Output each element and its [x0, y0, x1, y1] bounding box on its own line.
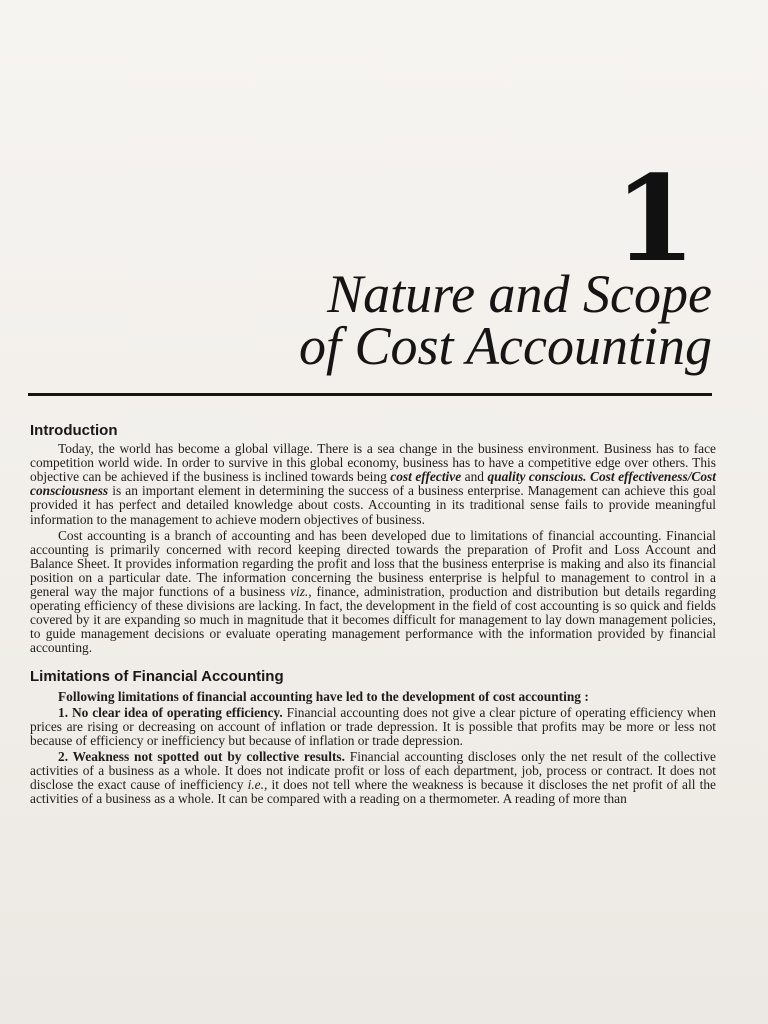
limitation-item-2-text-cont: it does not tell where the weakness is because it discloses the net profit of all the activities of a business as a whole. It can be compared with a reading on a thermometer. A reading of more than	[30, 777, 716, 807]
text-run: Cost accounting is a branch of accounting and has been developed due to limitations of financial accounting. Financial accounting is primarily concerned with record keeping directed towards the preparation of Profit and Loss Account and Balance Sheet. It provides information regarding the profit and loss that the business enterprise is making and also its financial position on a particular date. The information concerning the business enterprise is helpful to management to control in a general way the major functions of a business	[30, 527, 716, 600]
chapter-number: 1	[613, 149, 696, 288]
limitation-item-2-text: Financial accounting discloses only the net result of the collective activities of a business as a whole. It does not indicate profit or loss of each department, job, process or contract. It does not disclose the exact cause of inefficiency	[30, 748, 716, 793]
emphasis-cost-effectiveness: Cost effectiveness/Cost consciousness	[30, 469, 716, 499]
title-divider	[28, 393, 712, 396]
text-run: Today, the world has become a global village. There is a sea change in the business environment. Business has to face competition world wide. In order to survive in this global economy, business has to have a competitive edge over others. This objective can be achieved if the business is inclined towards being	[30, 441, 716, 485]
introduction-paragraph-1	[30, 442, 716, 527]
emphasis-quality-conscious: quality conscious.	[487, 469, 587, 485]
text-run: finance, administration, production and distribution but details regarding operating efficiency of these divisions are lacking. In fact, the development in the field of cost accounting is so quick and fields covered by it are expanding so much in magnitude that it becomes difficult for management to lay down management policies, to guide management decisions or evaluate operating management performance with the information provided by financial accounting.	[30, 584, 716, 656]
limitation-item-1	[30, 706, 716, 748]
chapter-title	[152, 264, 712, 376]
limitations-heading: Limitations of Financial Accounting	[30, 667, 284, 685]
limitation-item-1-text: Financial accounting does not give a clear picture of operating efficiency when prices are rising or decreasing on account of inflation or trade depression. It is possible that profits may be more or less not because of efficiency or inefficiency but because of inflation or trade depression.	[30, 704, 716, 748]
text-run: and	[461, 469, 488, 485]
chapter-title-line-2: of Cost Accounting	[299, 316, 712, 376]
limitations-lead: Following limitations of financial accounting have led to the development of cost accounting :	[58, 688, 589, 704]
limitation-item-2	[30, 750, 716, 806]
emphasis-cost-effective: cost effective	[390, 469, 462, 485]
emphasis-viz: viz.,	[290, 584, 312, 600]
introduction-heading: Introduction	[30, 422, 118, 439]
limitation-item-1-title: 1. No clear idea of operating efficiency.	[58, 704, 283, 720]
chapter-body	[30, 424, 716, 806]
text-run: is an important element in determining the success of a business enterprise. Management can achieve this goal provided it has perfect and detailed knowledge about costs. Accounting in its traditional sense fails to provide meaningful information to the management to achieve modern objectives of business.	[30, 483, 716, 527]
introduction-paragraph-2	[30, 529, 716, 656]
limitation-item-2-title: 2. Weakness not spotted out by collective results.	[58, 748, 345, 764]
chapter-title-line-1: Nature and Scope	[327, 264, 712, 324]
emphasis-ie: i.e.,	[247, 777, 268, 793]
